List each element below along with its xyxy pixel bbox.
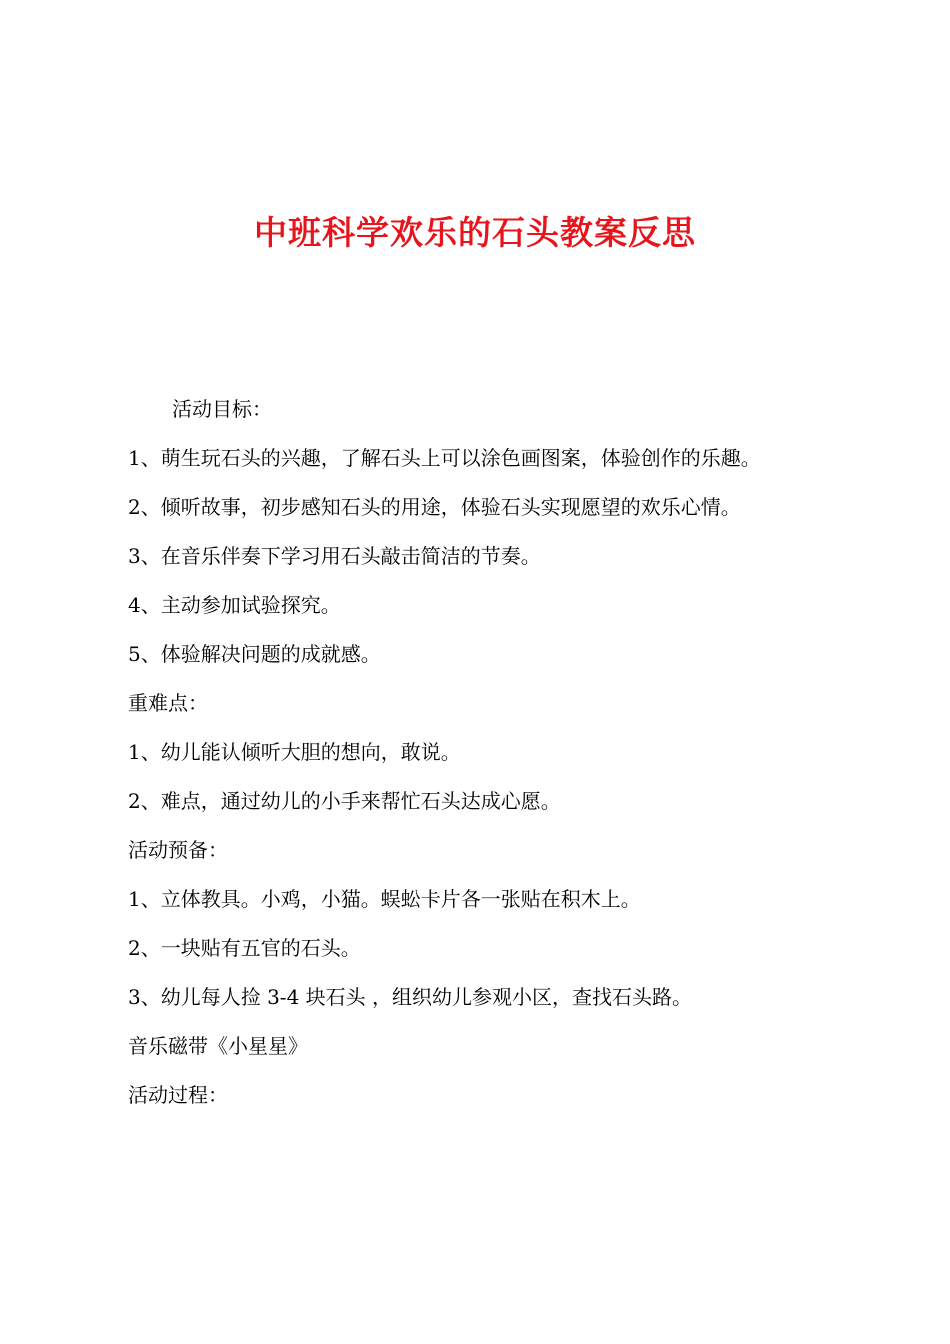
goal-item-1: 1、萌生玩石头的兴趣，了解石头上可以涂色画图案，体验创作的乐趣。 [128,446,761,470]
preparation-music-tape: 音乐磁带《小星星》 [128,1034,308,1058]
preparation-item-1: 1、立体教具。小鸡，小猫。蜈蚣卡片各一张贴在积木上。 [128,887,641,911]
goal-item-3: 3、在音乐伴奏下学习用石头敲击简洁的节奏。 [128,544,541,568]
section-heading-goals: 活动目标： [172,397,272,421]
key-point-item-2: 2、难点，通过幼儿的小手来帮忙石头达成心愿。 [128,789,561,813]
key-point-item-1: 1、幼儿能认倾听大胆的想向，敢说。 [128,740,461,764]
goal-item-5: 5、体验解决问题的成就感。 [128,642,381,666]
document-body [128,397,848,1132]
document-title: 中班科学欢乐的石头教案反思 [254,213,696,252]
preparation-item-2: 2、一块贴有五官的石头。 [128,936,361,960]
section-heading-process: 活动过程： [128,1083,228,1107]
goal-item-2: 2、倾听故事，初步感知石头的用途，体验石头实现愿望的欢乐心情。 [128,495,741,519]
section-heading-preparation: 活动预备： [128,838,228,862]
preparation-item-3: 3、幼儿每人捡 3-4 块石头 ，组织幼儿参观小区，查找石头路。 [128,985,693,1009]
section-heading-key-points: 重难点： [128,691,208,715]
goal-item-4: 4、主动参加试验探究。 [128,593,341,617]
